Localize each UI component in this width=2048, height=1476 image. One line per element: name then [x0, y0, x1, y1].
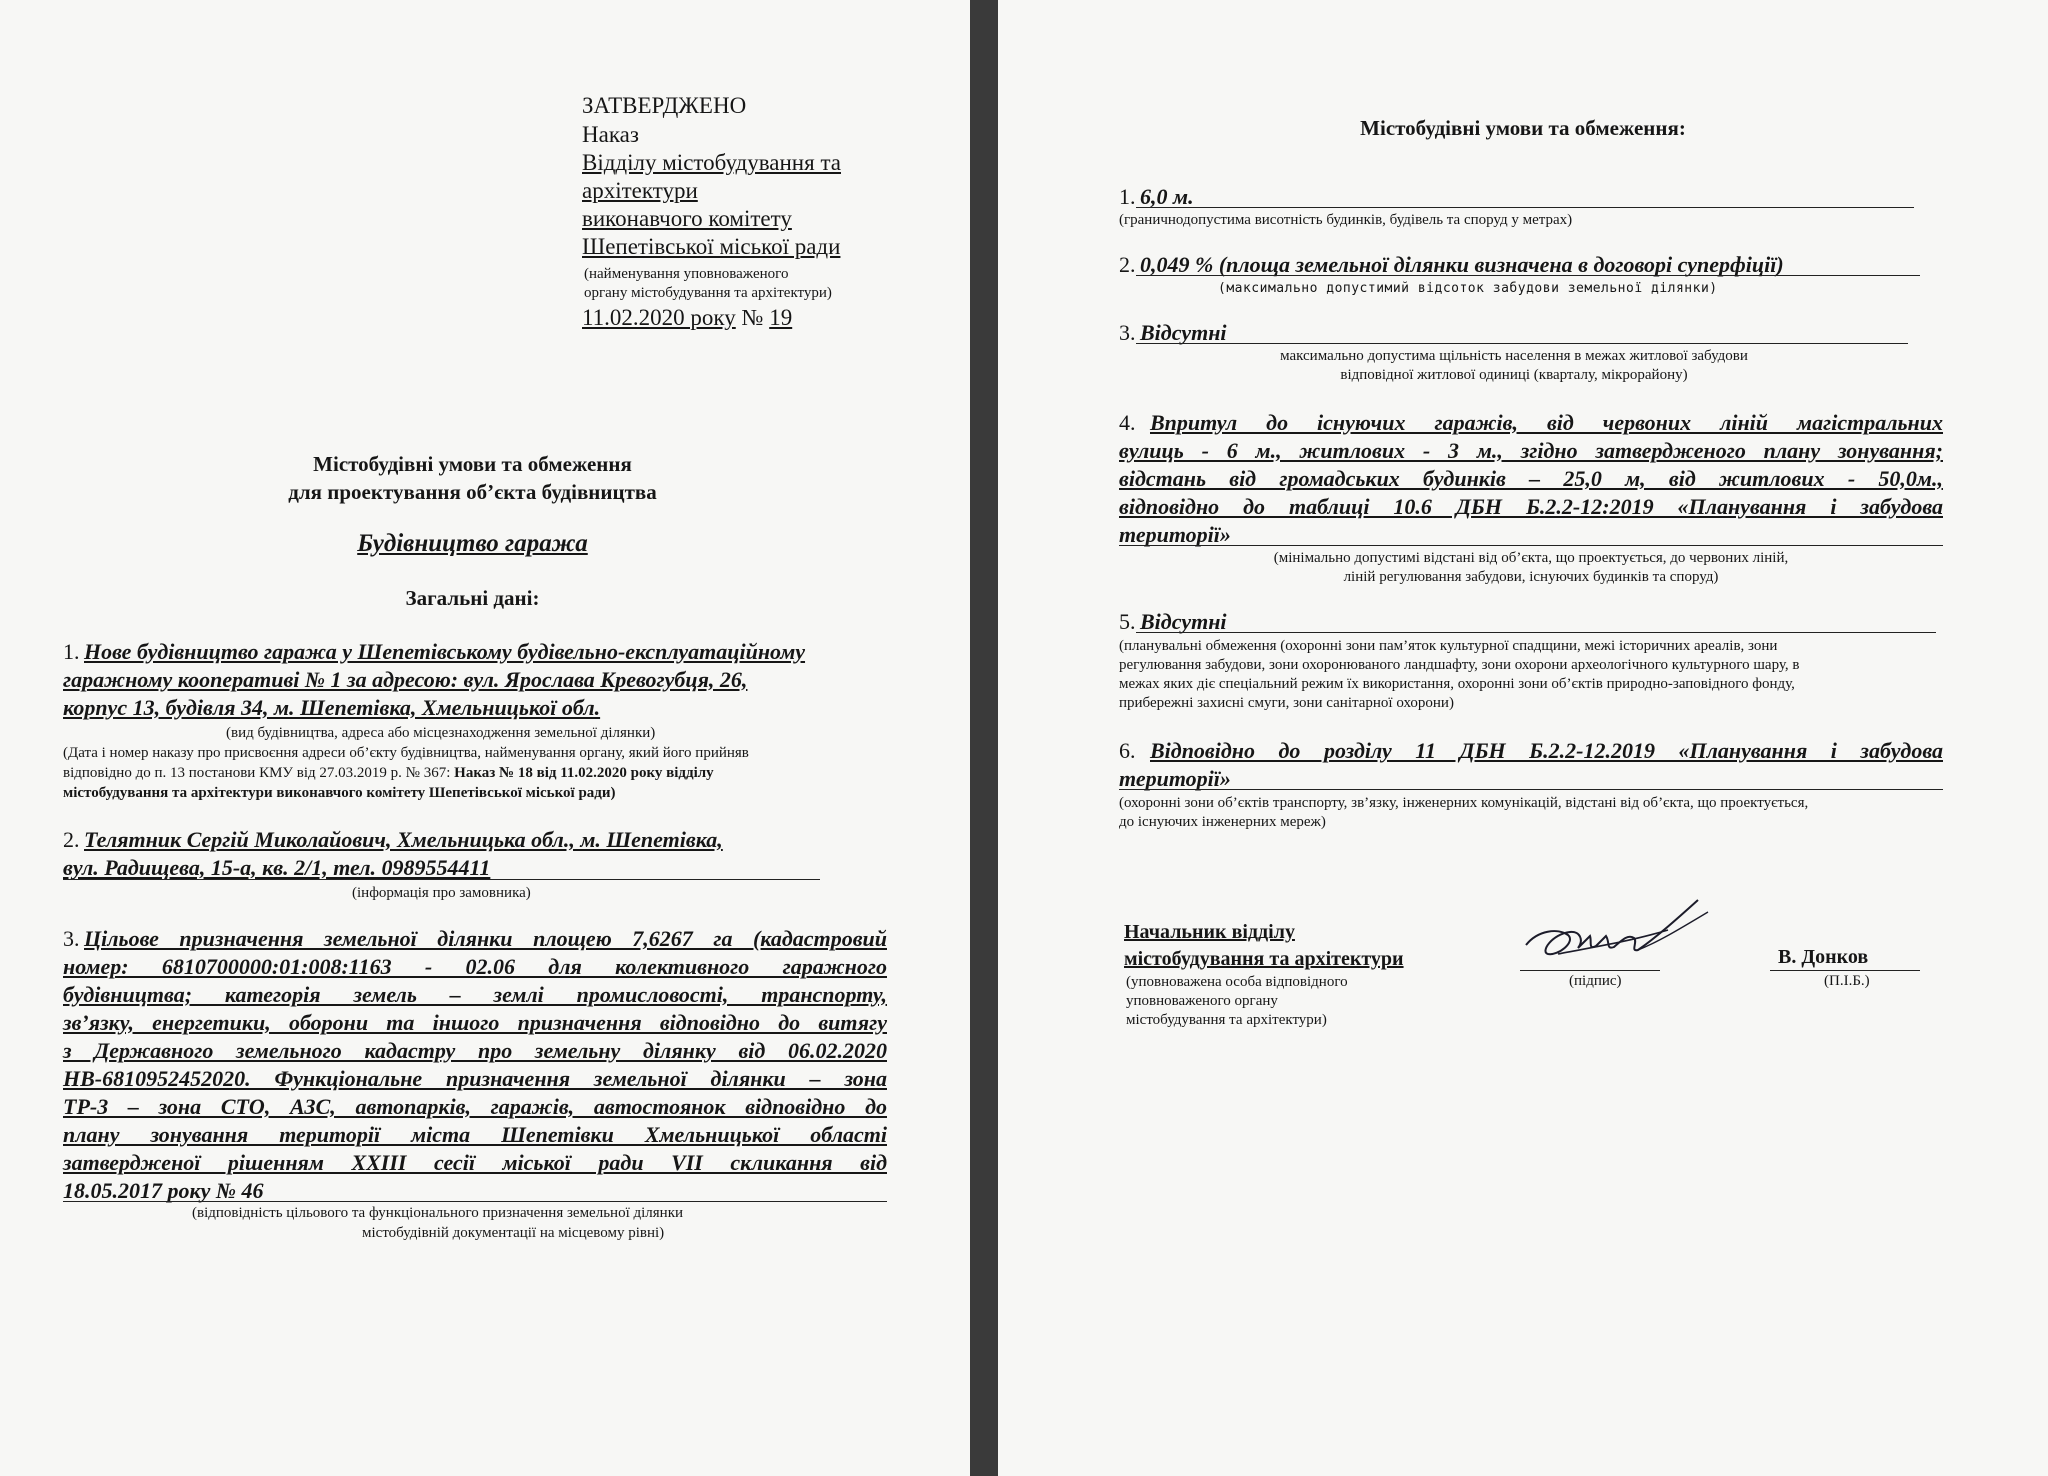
item-number: 6. [1119, 738, 1136, 763]
item4-line: відповідно до таблиці 10.6 ДБН Б.2.2-12:2019 «Планування і забудова [1119, 494, 1943, 519]
item5-caption: (планувальні обмеження (охоронні зони пам’яток культурної спадщини, межі історичних ареалів, зони [1119, 638, 1778, 654]
approval-order: Наказ [582, 122, 639, 147]
item6-underline [1119, 789, 1943, 790]
signatory-position-line: Начальник відділу [1124, 921, 1295, 943]
signature-caption: (підпис) [1569, 973, 1622, 989]
item1-note [63, 764, 903, 783]
item1-line: Нове будівництво гаража у Шепетівському будівельно-експлуатаційному [84, 639, 806, 664]
item3-line: затвердженої рішенням ХХІІІ сесії міської ради VІІ скликання від [63, 1150, 887, 1175]
item4-line: території» [1119, 522, 1231, 547]
approval-dept-line: архітектури [582, 178, 698, 203]
item3-value: Відсутні [1140, 320, 1227, 345]
item3-caption: відповідної житлової одиниці (кварталу, мікрорайону) [1340, 367, 1688, 383]
approval-dept-line: Шепетівської міської ради [582, 234, 841, 259]
item1-caption: (граничнодопустима висотність будинків, будівель та споруд у метрах) [1119, 212, 1573, 228]
right-page [998, 0, 2048, 1476]
item3-line: Цільове призначення земельної ділянки площею 7,6267 га (кадастровий [84, 926, 887, 951]
general-data-heading: Загальні дані: [405, 586, 540, 610]
item4-caption: ліній регулювання забудови, існуючих будинків та споруд) [1343, 569, 1719, 585]
item5-caption: межах яких діє спеціальний режим їх використання, охоронні зони об’єктів природно-заповідного фонду, [1119, 676, 1795, 692]
item3-underline [1136, 343, 1908, 344]
name-caption: (П.І.Б.) [1824, 973, 1870, 989]
item-number: 3. [63, 926, 80, 951]
item4-underline [1119, 545, 1943, 546]
item1-line: корпус 13, будівля 34, м. Шепетівка, Хмельницької обл. [63, 695, 601, 720]
signatory-position-line: містобудування та архітектури [1124, 948, 1404, 970]
item3-line: номер: 6810700000:01:008:1163 - 02.06 для колективного гаражного [63, 954, 887, 979]
name-underline [1770, 970, 1920, 971]
approval-title: ЗАТВЕРДЖЕНО [582, 93, 747, 118]
signatory-position-caption: уповноваженого органу [1126, 993, 1278, 1009]
item2-underline [63, 879, 820, 880]
object-name: Будівництво гаража [357, 530, 588, 557]
left-page [0, 0, 970, 1476]
item3-line: будівництва; категорія земель – землі промисловості, транспорту, [63, 982, 887, 1007]
approval-number: 19 [769, 305, 793, 330]
item1-caption: (вид будівництва, адреса або місцезнаходження земельної ділянки) [226, 725, 656, 741]
signatory-name: В. Донков [1778, 946, 1869, 968]
item3-underline [63, 1201, 887, 1202]
item3-caption: максимально допустима щільність населення в межах житлової забудови [1280, 348, 1748, 364]
item1-line: гаражному кооперативі № 1 за адресою: вул. Ярослава Кревогубця, 26, [63, 667, 748, 692]
approval-date: 11.02.2020 року [582, 305, 736, 330]
item-number: 5. [1119, 609, 1136, 634]
item3-line: НВ-6810952452020. Функціональне призначення земельної ділянки – зона [63, 1066, 887, 1091]
document-heading: Містобудівні умови та обмеження [313, 452, 632, 476]
item3-line: плану зонування території міста Шепетівки Хмельницької області [63, 1122, 887, 1147]
item1-note-dept: містобудування та архітектури виконавчого комітету Шепетівської міської ради) [63, 785, 616, 801]
item-number: 3. [1119, 320, 1136, 345]
item6-line: Відповідно до розділу 11 ДБН Б.2.2-12.2019 «Планування і забудова [1150, 738, 1943, 763]
item2-line [63, 854, 821, 882]
approval-dept-line: виконавчого комітету [582, 206, 792, 231]
item3-line: ТР-3 – зона СТО, АЗС, автопарків, гаражів, автостоянок відповідно до [63, 1094, 887, 1119]
item5-caption: регулювання забудови, зони охоронюваного ландшафту, зони охорони археологічного культурного шару, в [1119, 657, 1800, 673]
item5-value: Відсутні [1140, 609, 1227, 634]
item1-note-plain: відповідно до п. 13 постанови КМУ від 27.03.2019 р. № 367: [63, 765, 455, 781]
signatory-position-caption: містобудування та архітектури) [1126, 1012, 1327, 1028]
item1-note-order: Наказ № 18 від 11.02.2020 року відділу [454, 765, 714, 781]
item4-caption: (мінімально допустимі відстані від об’єкта, що проектується, до червоних ліній, [1273, 550, 1789, 566]
item3-line: зв’язку, енергетики, оборони та іншого призначення відповідно до витягу [63, 1010, 887, 1035]
item5-underline [1136, 632, 1936, 633]
item1-underline [1136, 207, 1914, 208]
item2-caption: (інформація про замовника) [352, 885, 531, 901]
handwritten-signature [1518, 890, 1718, 980]
item-number: 4. [1119, 410, 1136, 435]
item3-line: 18.05.2017 року № 46 [63, 1178, 264, 1203]
approval-date-line [582, 304, 792, 332]
item1-value: 6,0 м. [1140, 184, 1194, 209]
item2-text: вул. Радищева, 15-а, кв. 2/1, тел. 0989554411 [63, 855, 491, 880]
item-number: 2. [1119, 252, 1136, 277]
item-number: 1. [1119, 184, 1136, 209]
item2-value: 0,049 % (площа земельної ділянки визначена в договорі суперфіції) [1140, 252, 1784, 277]
item6-caption: (охоронні зони об’єктів транспорту, зв’язку, інженерних комунікацій, відстані від об’єкта, що проектується, [1119, 795, 1809, 811]
item3-caption: містобудівній документації на місцевому рівні) [362, 1225, 665, 1241]
approval-dept-caption: (найменування уповноваженого [584, 266, 789, 282]
item2-underline [1136, 275, 1920, 276]
item2-line: Телятник Сергій Миколайович, Хмельницька обл., м. Шепетівка, [84, 827, 723, 852]
approval-dept-line: Відділу містобудування та [582, 150, 841, 175]
approval-number-sign: № [741, 305, 764, 330]
approval-dept-caption: органу містобудування та архітектури) [584, 285, 832, 301]
item6-line: території» [1119, 766, 1231, 791]
item-number: 1. [63, 639, 80, 664]
signatory-position-caption: (уповноважена особа відповідного [1126, 974, 1348, 990]
item4-line: відстань від громадських будинків – 25,0 м, від житлових - 50,0м., [1119, 466, 1943, 491]
document-subheading: для проектування об’єкта будівництва [288, 480, 657, 504]
item4-line: Впритул до існуючих гаражів, від червоних ліній магістральних [1150, 410, 1943, 435]
item6-caption: до існуючих інженерних мереж) [1119, 814, 1326, 830]
item3-line: з Державного земельного кадастру про земельну ділянку від 06.02.2020 [63, 1038, 887, 1063]
item2-caption: (максимально допустимий відсоток забудови земельної ділянки) [1218, 281, 1718, 296]
conditions-heading: Містобудівні умови та обмеження: [1360, 116, 1686, 140]
item3-caption: (відповідність цільового та функціонального призначення земельної ділянки [192, 1205, 684, 1221]
item-number: 2. [63, 827, 80, 852]
item1-note: (Дата і номер наказу про присвоєння адреси об’єкту будівництва, найменування органу, який його прийняв [63, 745, 749, 761]
item5-caption: прибережні захисні смуги, зони санітарної охорони) [1119, 695, 1454, 711]
item4-line: вулиць - 6 м., житлових - 3 м., згідно затвердженого плану зонування; [1119, 438, 1943, 463]
